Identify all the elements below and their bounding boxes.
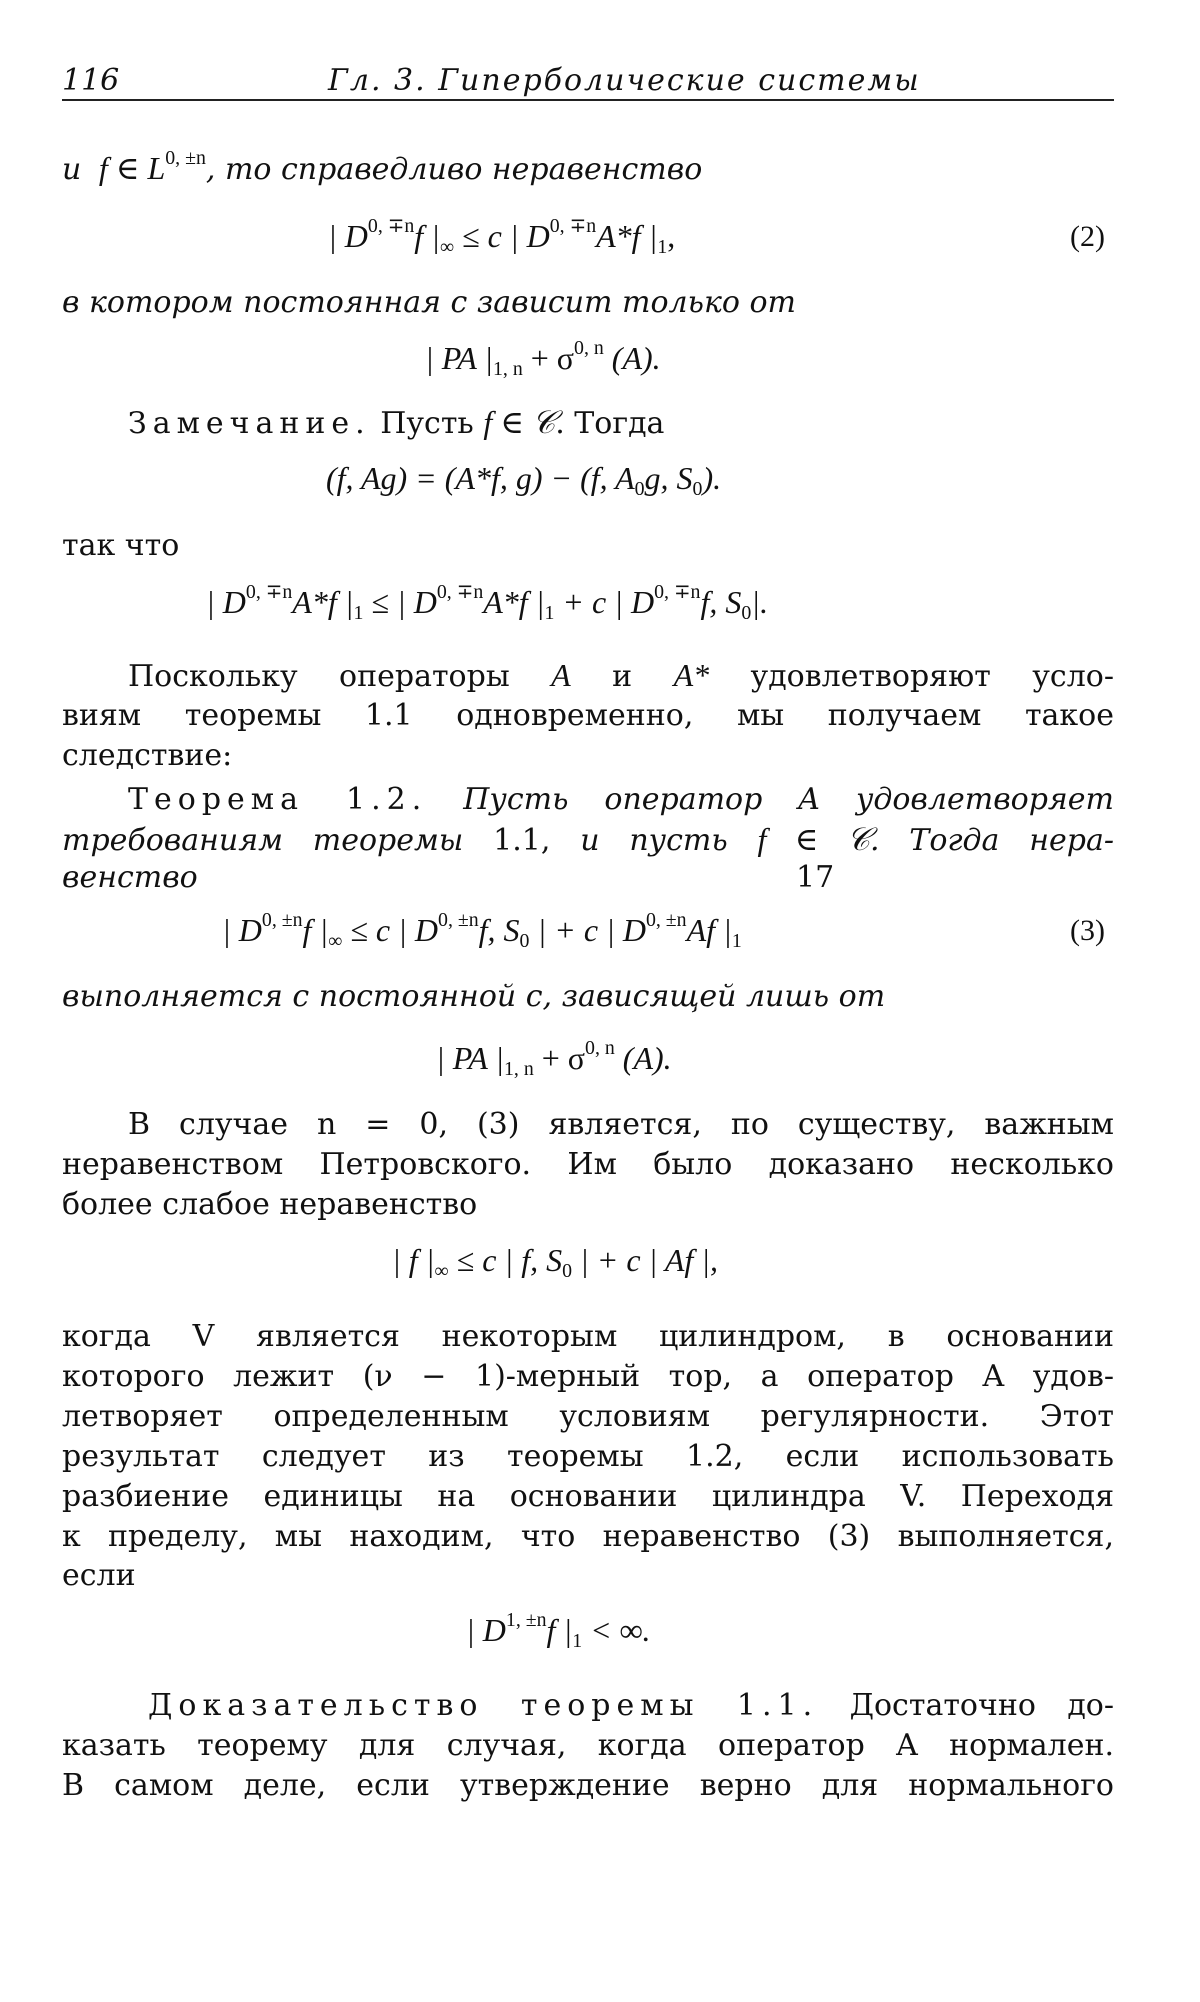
proof-line-3: В самом деле, если утверждение верно для нормального [62, 1768, 1114, 1803]
proof-label: Доказательство теоремы 1.1. [148, 1688, 819, 1723]
paragraph-2-line-3: более слабое неравенство [62, 1187, 478, 1222]
final-condition: | $D^{1, \pm n}f$ $|_1$ < ∞. [466, 1609, 651, 1652]
paragraph-3-line-5: разбиение единицы на основании цилиндра V. Переходя [62, 1479, 1114, 1514]
equation-2-number: (2) [1070, 220, 1105, 253]
remark-line: Замечание. Пусть f ∈ 𝒞. Тогда [128, 404, 665, 441]
proof-line-2: казать теорему для случая, когда оператор A нормален. [62, 1728, 1114, 1763]
paragraph-3-line-2: которого лежит (ν − 1)-мерный тор, а оператор A удов- [62, 1359, 1114, 1394]
paragraph-3-line-7: если [62, 1558, 136, 1593]
paragraph-3-line-6: к пределу, мы находим, что неравенство (3) выполняется, [62, 1519, 1114, 1554]
dependency-2: | PA $|_{1, n} + \sigma^{0, n}$ (A). [436, 1037, 672, 1080]
where-line: в котором постоянная c зависит только от [62, 285, 796, 320]
theorem-label: Теорема 1.2. [128, 782, 428, 817]
paragraph-2-line-2: неравенством Петровского. Им было доказано несколько [62, 1147, 1114, 1182]
weak-inequality: | f $|_\infty \le c$ | f, $S_0$ | + c | Af |, [392, 1242, 719, 1282]
theorem-line-1: Теорема 1.2. Пусть оператор A удовлетворяет [128, 782, 1114, 817]
theorem-line-3: венство [62, 860, 198, 895]
remark-label: Замечание. [128, 406, 371, 441]
so-that-line: так что [62, 528, 180, 563]
equation-3-number: (3) [1070, 914, 1105, 947]
paragraph-1-line-1: Поскольку операторы A и A* удовлетворяют усло- [128, 657, 1114, 694]
intro-math: f ∈ $L^{0, \pm n}$ [98, 147, 206, 186]
theorem-line-2: требованиям теоремы 1.1, и пусть f ∈ 𝒞. Тогда нера- [62, 821, 1114, 858]
paragraph-3-line-1: когда V является некоторым цилиндром, в основании [62, 1319, 1114, 1354]
dependency-1: | PA $|_{1, n} + \sigma^{0, n}$ (A). [425, 337, 661, 380]
paragraph-3-line-3: летворяет определенным условиям регулярности. Этот [62, 1399, 1114, 1434]
running-title: Гл. 3. Гиперболические системы [328, 63, 921, 98]
equation-3: | $D^{0, \pm n}f$ $|_\infty \le c$ | $D^{0, \pm n}f$, $S_0$ | + c | $D^{0, \pm n}Af$ $|_1$ [222, 909, 742, 952]
proof-line-1: Доказательство теоремы 1.1. Достаточно до- [148, 1688, 1114, 1723]
equation-2: | $D^{0, \mp n}f$ $|_\infty \le c$ | $D^{0, \mp n}A*f$ $|_1$, [328, 215, 676, 258]
paragraph-1-line-2: виям теоремы 1.1 одновременно, мы получаем такое [62, 698, 1114, 733]
paragraph-1-line-3: следствие: [62, 738, 233, 773]
intro-prefix: и [62, 152, 82, 187]
intro-rest: , то справедливо неравенство [205, 152, 703, 187]
header-rule [62, 99, 1114, 101]
bound-inequality: | $D^{0, \mp n}A*f$ $|_1$ ≤ | $D^{0, \mp n}A*f$ $|_1 + c$ | $D^{0, \mp n}f$, $S_0|$. [206, 581, 769, 624]
inner-product-identity: (f, Ag) = (A*f, g) − (f, $A_0g$, $S_0$). [326, 460, 722, 500]
margin-number: 17 [796, 860, 835, 895]
paragraph-3-line-4: результат следует из теоремы 1.2, если использовать [62, 1439, 1114, 1474]
page-number: 116 [62, 63, 120, 98]
intro-line [62, 147, 703, 188]
paragraph-2-line-1: В случае n = 0, (3) является, по существу, важным [128, 1107, 1114, 1142]
holds-line: выполняется с постоянной c, зависящей лишь от [62, 979, 886, 1014]
